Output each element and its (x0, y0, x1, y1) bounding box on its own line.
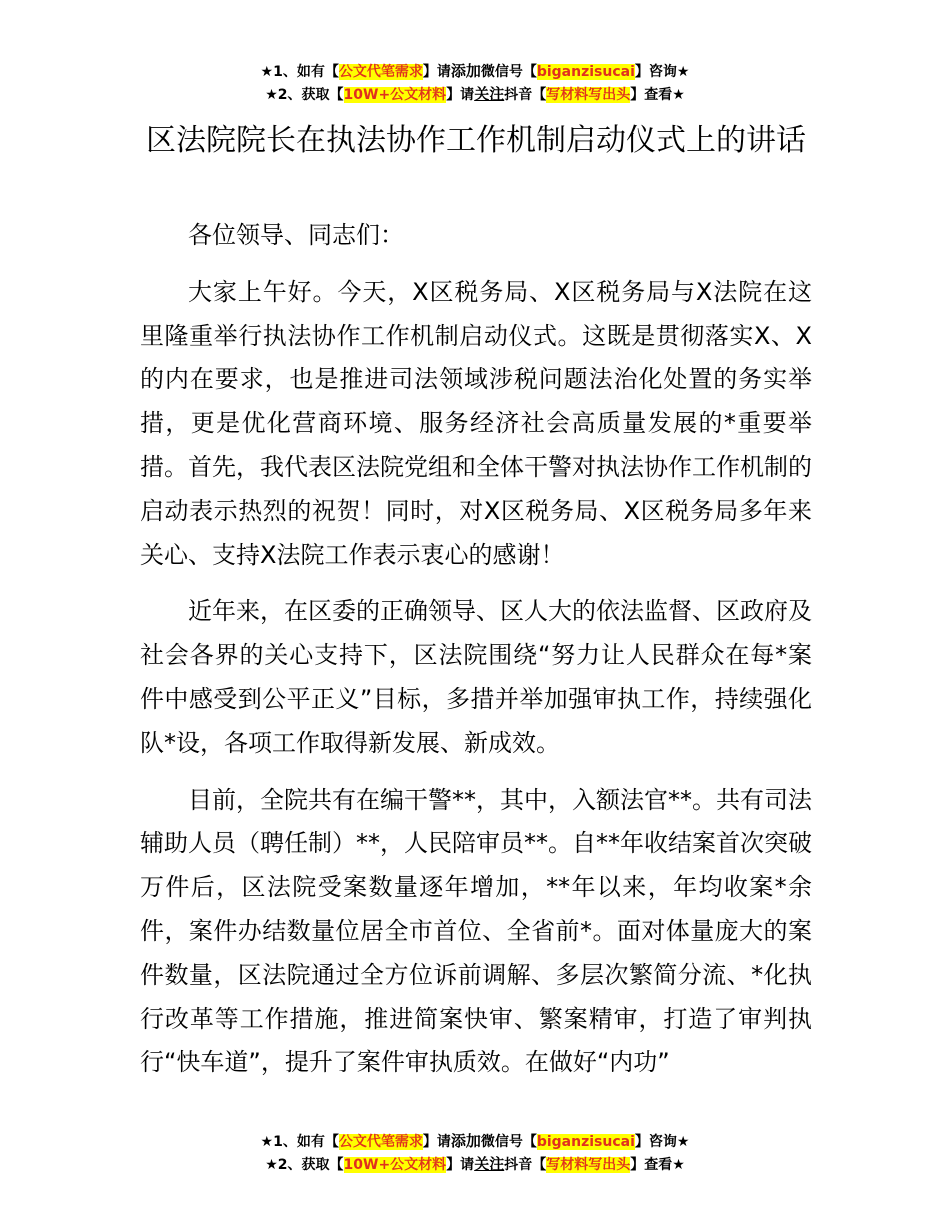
banner-text: 】查看★ (630, 87, 685, 103)
banner-text: ★1、如有【 (260, 1134, 339, 1150)
banner-highlight: 写材料写出头 (546, 1157, 631, 1173)
banner-text: 】咨询★ (634, 64, 690, 80)
salutation: 各位领导、同志们： (188, 221, 404, 249)
banner-emphasis: 添加 (450, 62, 481, 80)
document-body (140, 214, 812, 1098)
banner-highlight: 公文代笔需求 (338, 1134, 423, 1150)
banner-text: ★2、获取【 (265, 1157, 344, 1173)
header-banner (0, 60, 950, 106)
banner-line-2 (0, 83, 950, 106)
banner-text: 】咨询★ (634, 1134, 690, 1150)
banner-line-1 (0, 60, 950, 83)
body-paragraph: 大家上午好。今天，X区税务局、X区税务局与X法院在这里隆重举行执法协作工作机制启动仪式。这既是贯彻落实X、X的内在要求，也是推进司法领域涉税问题法治化处置的务实举措，更是优化营商环境、服务经济社会高质量发展的*重要举措。首先，我代表区法院党组和全体干警对执法协作工作机制的启动表示热烈的祝贺！同时，对X区税务局、X区税务局多年来关心、支持X法院工作表示衷心的感谢！ (140, 277, 812, 569)
banner-emphasis: 添加 (450, 1132, 481, 1150)
banner-line-1 (0, 1130, 950, 1153)
banner-text: 抖音【 (504, 1157, 547, 1173)
footer-banner (0, 1130, 950, 1176)
banner-text: 】请 (422, 1134, 451, 1150)
banner-line-2 (0, 1153, 950, 1176)
banner-text: 】请 (446, 1157, 475, 1173)
document-title: 区法院院长在执法协作工作机制启动仪式上的讲话 (146, 123, 806, 158)
banner-emphasis: 关注 (474, 1155, 505, 1173)
banner-text: 】查看★ (630, 1157, 685, 1173)
banner-text: 抖音【 (504, 87, 547, 103)
body-paragraph: 目前，全院共有在编干警**，其中，入额法官**。共有司法辅助人员（聘任制）**，人民陪审员**。自**年收结案首次突破万件后，区法院受案数量逐年增加，**年以来，年均收案*余件，案件办结数量位居全市首位、全省前*。面对体量庞大的案件数量，区法院通过全方位诉前调解、多层次繁简分流、*化执行改革等工作措施，推进简案快审、繁案精审，打造了审判执行“快车道”，提升了案件审执质效。在做好“内功” (140, 785, 812, 1077)
body-paragraph: 近年来，在区委的正确领导、区人大的依法监督、区政府及社会各界的关心支持下，区法院围绕“努力让人民群众在每*案件中感受到公平正义”目标，多措并举加强审执工作，持续强化队*设，各项工作取得新发展、新成效。 (140, 597, 812, 757)
banner-text: ★1、如有【 (260, 64, 339, 80)
banner-highlight: biganzisucai (536, 64, 635, 80)
banner-highlight: 公文代笔需求 (338, 64, 423, 80)
banner-emphasis: 关注 (474, 85, 505, 103)
banner-text: 】请 (446, 87, 475, 103)
banner-highlight: 10W+公文材料 (343, 87, 447, 103)
banner-highlight: biganzisucai (536, 1134, 635, 1150)
banner-text: ★2、获取【 (265, 87, 344, 103)
banner-highlight: 10W+公文材料 (343, 1157, 447, 1173)
banner-text: 微信号【 (480, 1134, 537, 1150)
banner-text: 微信号【 (480, 64, 537, 80)
banner-highlight: 写材料写出头 (546, 87, 631, 103)
banner-text: 】请 (422, 64, 451, 80)
